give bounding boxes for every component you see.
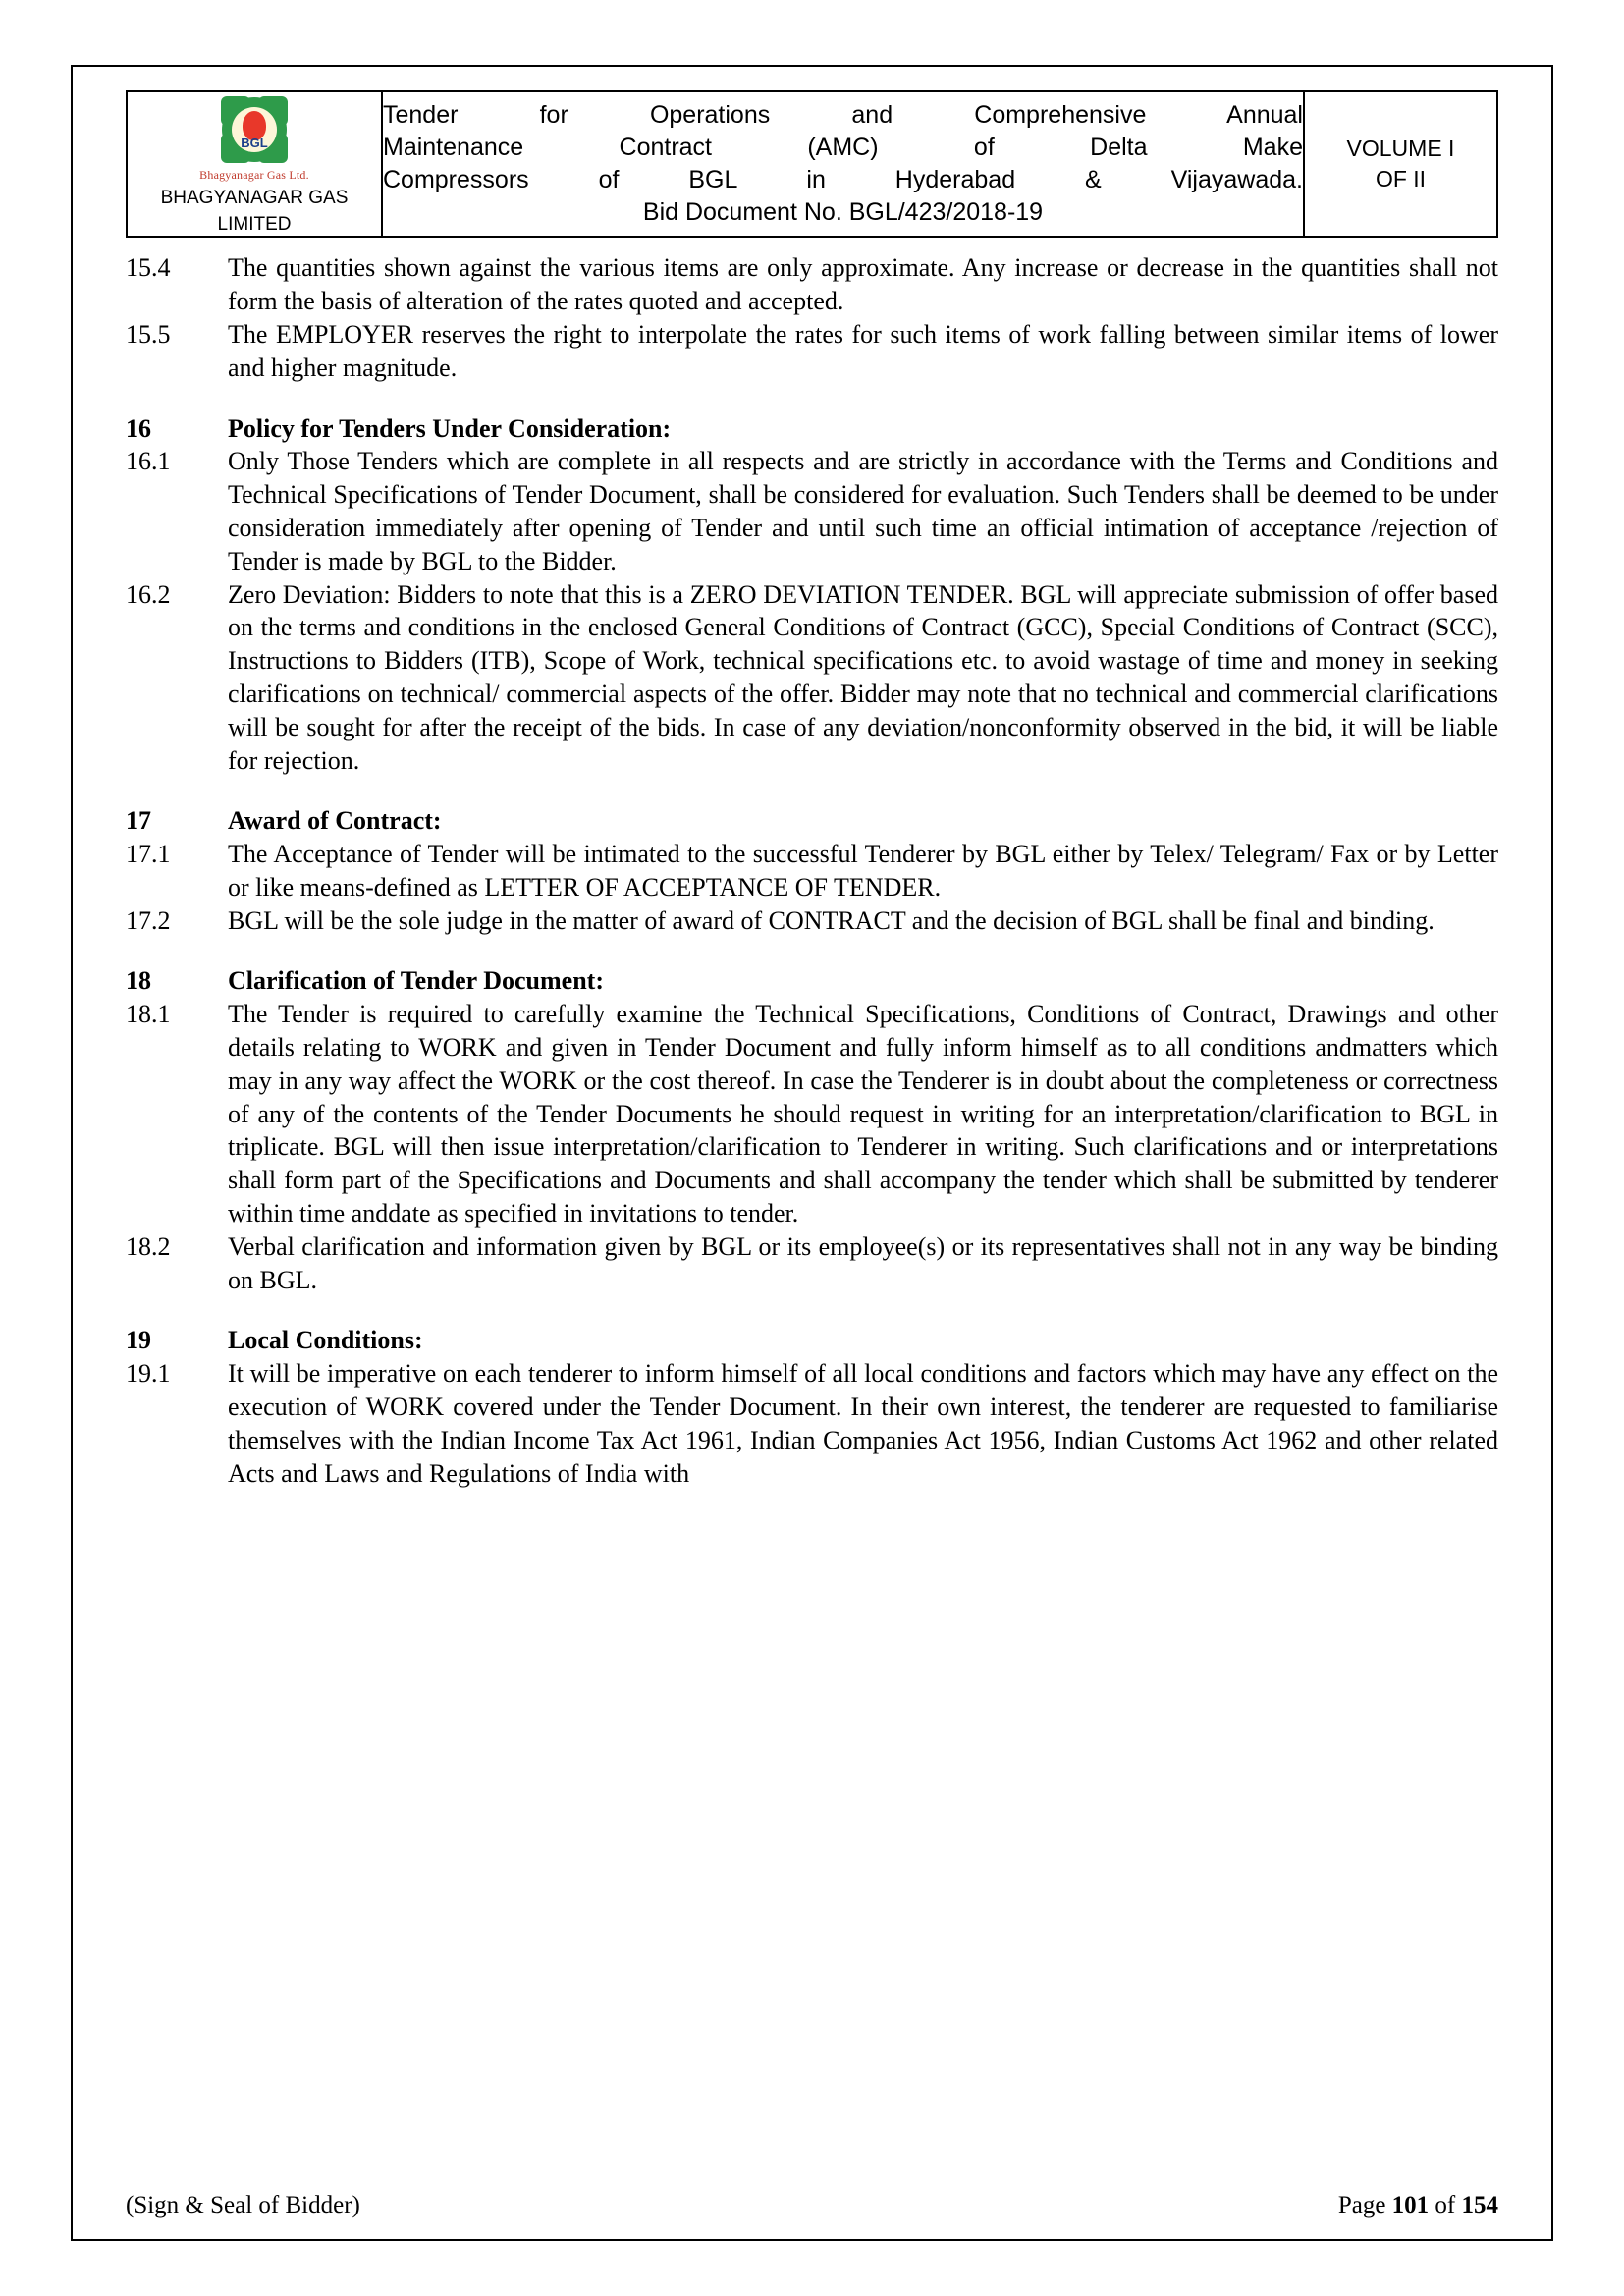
clause-text: Verbal clarification and information given by BGL or its employee(s) or its representatives shall not in any way be binding on BGL.: [228, 1231, 1498, 1294]
clause-item: [126, 318, 1498, 385]
header-title-line3: Compressors of BGL in Hyderabad & Vijayawada.: [383, 166, 1303, 194]
clause-number: 16.2: [126, 579, 171, 609]
clause-number: 19.1: [126, 1359, 171, 1389]
clause-text: Policy for Tenders Under Consideration:: [228, 413, 672, 443]
clause-item: [126, 904, 1498, 938]
clause-number: 16: [126, 413, 151, 443]
clause-number: 16.1: [126, 447, 171, 476]
clause-number: 17.1: [126, 840, 171, 869]
clause-item: [126, 251, 1498, 318]
logo-mark-text: BGL: [241, 136, 268, 150]
clause-number: 18.2: [126, 1231, 171, 1261]
footer-total-pages: 154: [1461, 2192, 1498, 2218]
clause-spacer: [126, 777, 1498, 804]
clause-text: The quantities shown against the various items are only approximate. Any increase or decrease in the quantities shall not form the basis of alteration of the rates quoted and accepted.: [228, 253, 1498, 316]
header-bid-document-number: Bid Document No. BGL/423/2018-19: [642, 198, 1044, 227]
clause-text: Only Those Tenders which are complete in all respects and are strictly in accordance with the Terms and Conditions and Technical Specifications of Tender Document, shall be considered for evaluation. Such Tenders shall be deemed to be under consideration immediately after opening of Tender and until such time an official intimation of acceptance /rejection of Tender is made by BGL to the Bidder.: [228, 447, 1498, 575]
bgl-logo-icon: [203, 92, 305, 167]
header-title-cell: [382, 91, 1304, 237]
logo-caption-line2: LIMITED: [217, 214, 292, 236]
clause-spacer: [126, 937, 1498, 964]
clause-text: Clarification of Tender Document:: [228, 966, 604, 996]
clause-list: [126, 238, 1498, 2182]
clause-heading: [126, 412, 1498, 446]
footer-sign-seal: (Sign & Seal of Bidder): [126, 2192, 360, 2218]
header-volume-cell: [1304, 91, 1497, 237]
clause-item: [126, 1230, 1498, 1297]
clause-heading: [126, 1324, 1498, 1357]
clause-spacer: [126, 385, 1498, 412]
clause-heading: [126, 804, 1498, 838]
clause-text: Award of Contract:: [228, 806, 442, 836]
clause-item: [126, 1357, 1498, 1490]
header-volume-line2: OF II: [1375, 166, 1427, 192]
logo-caption-line1: BHAGYANAGAR GAS: [160, 188, 349, 208]
clause-text: Zero Deviation: Bidders to note that this is a ZERO DEVIATION TENDER. BGL will appreciate submission of offer based on the terms and conditions in the enclosed General Conditions of Contract (GCC), Special Conditions of Contract (SCC), Instructions to Bidders (ITB), Scope of Work, technical specifications etc. to avoid wastage of time and money in seeking clarifications on technical/ commercial aspects of the offer. Bidder may note that no technical and commercial clarifications will be sought for after the receipt of the bids. In case of any deviation/nonconformity observed in the bid, it will be liable for rejection.: [228, 579, 1498, 775]
page-content: [71, 65, 1553, 2241]
clause-text: Local Conditions:: [228, 1326, 423, 1355]
clause-item: [126, 998, 1498, 1230]
footer-of-word: of: [1435, 2192, 1456, 2218]
clause-number: 19: [126, 1326, 151, 1355]
footer-page-indicator: [1338, 2192, 1498, 2219]
clause-item: [126, 838, 1498, 904]
clause-item: [126, 578, 1498, 778]
header-title-line2: Maintenance Contract (AMC) of Delta Make: [383, 134, 1303, 162]
footer-page-word: Page: [1337, 2192, 1386, 2218]
clause-text: It will be imperative on each tenderer to inform himself of all local conditions and factors which may have any effect on the execution of WORK covered under the Tender Document. In their own interest, the tenderer are requested to familiarise themselves with the Indian Income Tax Act 1961, Indian Companies Act 1956, Indian Customs Act 1962 and other related Acts and Laws and Regulations of India with: [228, 1359, 1498, 1488]
clause-heading: [126, 964, 1498, 998]
clause-item: [126, 445, 1498, 577]
footer-page-number: 101: [1391, 2192, 1430, 2218]
page-footer: [126, 2182, 1498, 2223]
header-volume-line1: VOLUME I: [1346, 136, 1455, 162]
clause-text: The Tender is required to carefully examine the Technical Specifications, Conditions of Contract, Drawings and other details relating to WORK and given in Tender Document and fully inform himself as to all conditions andmatters which may in any way affect the WORK or the cost thereof. In case the Tenderer is in doubt about the completeness or correctness of any of the contents of the Tender Documents he should request in writing for an interpretation/clarification to BGL in triplicate. BGL will then issue interpretation/clarification to Tenderer in writing. Such clarifications and or interpretations shall form part of the Specifications and Documents and shall accompany the tender which shall be submitted by tenderer within time anddate as specified in invitations to tender.: [228, 1000, 1498, 1229]
header-title-line1: Tender for Operations and Comprehensive Annual: [383, 101, 1303, 130]
clause-number: 15.4: [126, 253, 171, 283]
clause-spacer: [126, 1296, 1498, 1324]
clause-number: 17: [126, 806, 151, 836]
clause-number: 18.1: [126, 1000, 171, 1029]
logo-brand-small: Bhagyanagar Gas Ltd.: [199, 168, 309, 182]
clause-number: 15.5: [126, 319, 171, 349]
document-header-table: [126, 90, 1498, 238]
clause-text: BGL will be the sole judge in the matter of award of CONTRACT and the decision of BGL shall be final and binding.: [228, 905, 1435, 935]
header-logo-cell: [127, 91, 382, 237]
clause-number: 18: [126, 966, 151, 996]
clause-text: The Acceptance of Tender will be intimated to the successful Tenderer by BGL either by Telex/ Telegram/ Fax or by Letter or like means-defined as LETTER OF ACCEPTANCE OF TENDER.: [228, 840, 1498, 902]
clause-text: The EMPLOYER reserves the right to interpolate the rates for such items of work falling between similar items of lower and higher magnitude.: [228, 319, 1498, 382]
clause-number: 17.2: [126, 905, 171, 935]
